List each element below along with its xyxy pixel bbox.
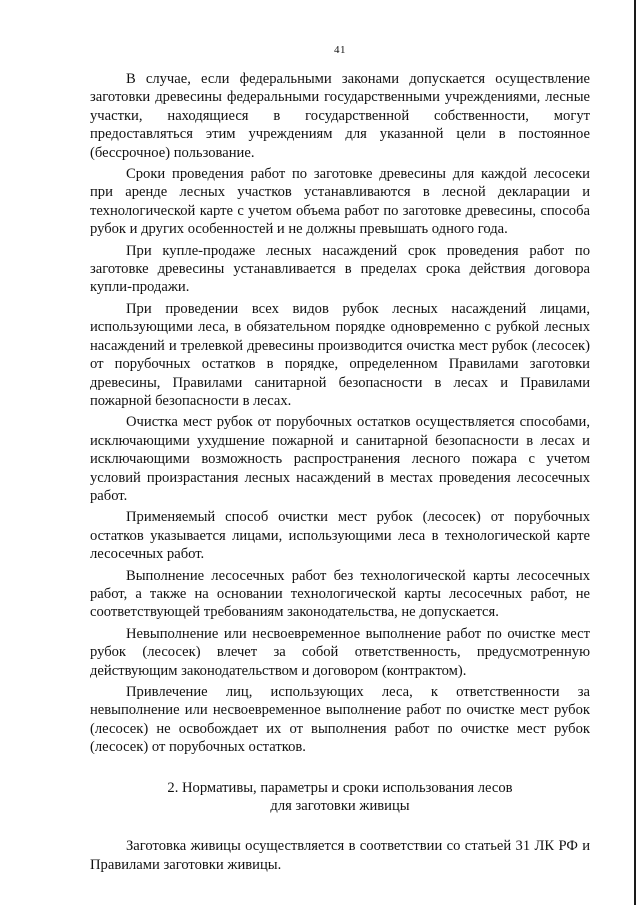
paragraph: Невыполнение или несвоевременное выполнение работ по очистке мест рубок (лесосек) влечет за собой ответственность, предусмотренную действующим законодательством и договором (контрактом).: [90, 625, 590, 679]
section-heading: [90, 779, 590, 816]
paragraph: При купле-продаже лесных насаждений срок проведения работ по заготовке древесины устанавливается в пределах срока действия договора купли-продажи.: [90, 242, 590, 296]
paragraph: Выполнение лесосечных работ без технологической карты лесосечных работ, а также на основании технологической карты лесосечных работ, не соответствующей требованиям законодательства, не допускается.: [90, 567, 590, 621]
section-heading-line-2: для заготовки живицы: [270, 798, 410, 815]
paragraph: В случае, если федеральными законами допускается осуществление заготовки древесины федеральными государственными учреждениями, лесные участки, находящиеся в государственной собственности, могут предоставляться этим учреждениям для указанной цели в постоянное (бессрочное) пользование.: [90, 71, 590, 161]
scan-edge-line: [634, 0, 636, 905]
paragraph: Заготовка живицы осуществляется в соответствии со статьей 31 ЛК РФ и Правилами заготовки живицы.: [90, 838, 590, 873]
paragraph: Привлечение лиц, использующих леса, к ответственности за невыполнение или несвоевременное выполнение работ по очистке мест рубок (лесосек) не освобождает их от выполнения работ по очистке мест рубок (лесосек) от порубочных остатков.: [90, 684, 590, 756]
paragraph: Сроки проведения работ по заготовке древесины для каждой лесосеки при аренде лесных участков устанавливаются в лесной декларации и технологической карте с учетом объема работ по заготовке древесины, способа рубок и других особенностей и не должны превышать одного года.: [90, 166, 590, 238]
page-number: 41: [334, 44, 346, 56]
paragraph: При проведении всех видов рубок лесных насаждений лицами, использующими леса, в обязательном порядке одновременно с рубкой лесных насаждений и трелевкой древесины производится очистка мест рубок (лесосек) от порубочных остатков в порядке, определенном Правилами заготовки древесины, Правилами санитарной безопасности в лесах и Правилами пожарной безопасности в лесах.: [90, 300, 590, 409]
document-body: [90, 70, 590, 877]
section-heading-line-1: 2. Нормативы, параметры и сроки использования лесов: [167, 779, 513, 796]
paragraph: Очистка мест рубок от порубочных остатков осуществляется способами, исключающими ухудшение пожарной и санитарной безопасности в лесах и исключающими возможность распространения лесного пожара с учетом условий произрастания лесных насаждений в местах проведения лесосечных работ.: [90, 414, 590, 504]
paragraph: Применяемый способ очистки мест рубок (лесосек) от порубочных остатков указывается лицами, использующими леса в технологической карте лесосечных работ.: [90, 509, 590, 563]
